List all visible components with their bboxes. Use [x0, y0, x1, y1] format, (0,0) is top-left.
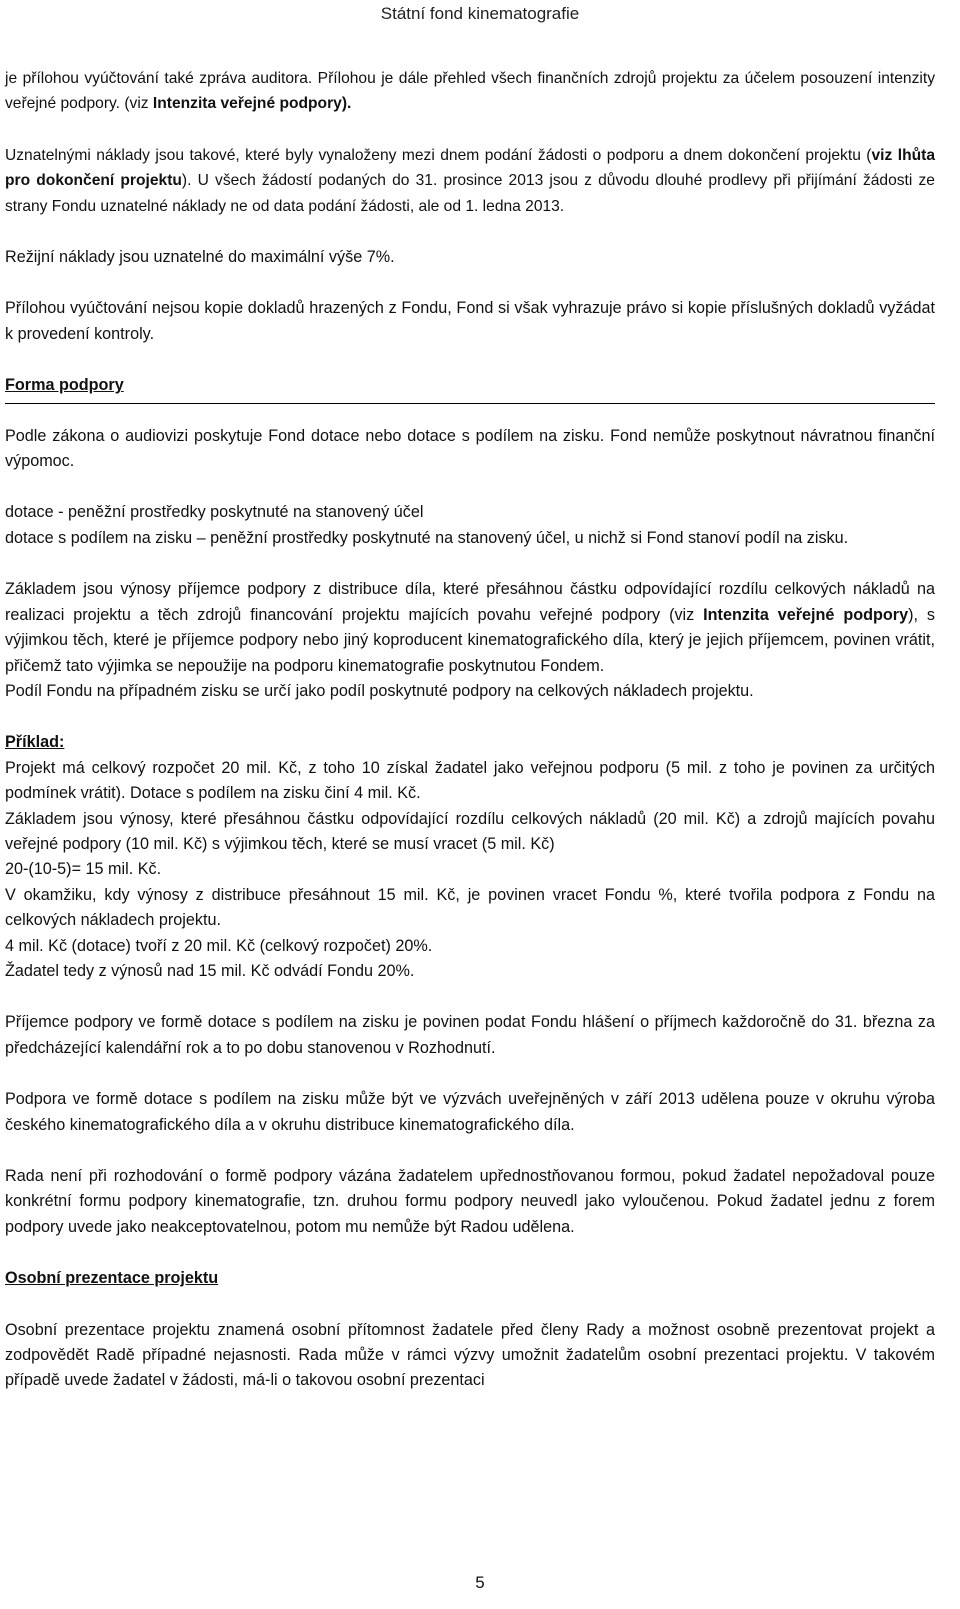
- example-line: V okamžiku, kdy výnosy z distribuce přesáhnout 15 mil. Kč, je povinen vracet Fondu %, které tvořila podpora z Fondu na celkových nákladech projektu.: [5, 885, 935, 930]
- section-heading-osobni: Osobní prezentace projektu: [5, 1269, 219, 1288]
- bold-reference: Intenzita veřejné podpory).: [152, 95, 352, 113]
- paragraph-eligible-costs: [5, 143, 935, 219]
- text-run: Uznatelnými náklady jsou takové, které byly vynaloženy mezi dnem podání žádosti o podporu a dnem dokončení projektu (: [5, 146, 872, 164]
- text-run: ). U všech žádostí podaných do 31. prosince 2013 jsou z důvodu dlouhé prodlevy při přijímání žádosti ze strany Fondu uznatelné náklady ne od data podání žádosti, ale od 1. ledna 2013.: [5, 172, 935, 215]
- bold-reference: Intenzita veřejné podpory: [703, 605, 909, 624]
- section-heading-forma: Forma podpory: [5, 373, 935, 403]
- paragraph-auditor: [5, 66, 935, 117]
- definition-dotace-zisk: dotace s podílem na zisku – peněžní prostředky poskytnuté na stanovený účel, u nichž si Fond stanoví podíl na zisku.: [5, 528, 849, 547]
- paragraph-presentation: Osobní prezentace projektu znamená osobní přítomnost žadatele před členy Rady a možnost osobně prezentovat projekt a zodpovědět Radě případné nejasnosti. Rada může v rámci výzvy umožnit žadatelům osobní prezentaci projektu. V takovém případě uvede žadatel v žádosti, má-li o takovou osobní prezentaci: [5, 1320, 935, 1390]
- page-number: 5: [475, 1573, 485, 1592]
- text-run: Základem jsou výnosy příjemce podpory z distribuce díla, které přesáhnou částku odpovídající rozdílu celkových nákladů na realizaci projektu a těch zdrojů financování projektu majících povahu veřejné podpory (viz: [5, 580, 935, 624]
- paragraph-share: Podíl Fondu na případném zisku se určí jako podíl poskytnuté podpory na celkových nákladech projektu.: [5, 681, 754, 700]
- example-block: [5, 756, 935, 985]
- document-body: [5, 66, 935, 1420]
- example-line: 4 mil. Kč (dotace) tvoří z 20 mil. Kč (celkový rozpočet) 20%.: [5, 936, 433, 955]
- paragraph-council: Rada není při rozhodování o formě podpory vázána žadatelem upřednostňovanou formou, pokud žadatel nepožadoval pouze konkrétní formu podpory kinematografie, tzn. druhou formu podpory neuvedl jako vyloučenou. Pokud žadatel jednu z forem podpory uvede jako neakceptovatelnou, potom mu nemůže být Radou udělena.: [5, 1167, 935, 1236]
- example-line: 20-(10-5)= 15 mil. Kč.: [5, 860, 162, 879]
- example-line: Projekt má celkový rozpočet 20 mil. Kč, z toho 10 získal žadatel jako veřejnou podporu (5 mil. z toho je povinen za určitých podmínek vrátit). Dotace s podílem na zisku činí 4 mil. Kč.: [5, 758, 935, 803]
- section-heading-priklad: Příklad:: [5, 733, 65, 752]
- paragraph-reporting: Příjemce podpory ve formě dotace s podílem na zisku je povinen podat Fondu hlášení o příjmech každoročně do 31. března za předcházející kalendářní rok a to po dobu stanovenou v Rozhodnutí.: [5, 1013, 935, 1057]
- paragraph-copies: Přílohou vyúčtování nejsou kopie dokladů hrazených z Fondu, Fond si však vyhrazuje právo si kopie příslušných dokladů vyžádat k provedení kontroly.: [5, 299, 935, 343]
- definition-dotace: dotace - peněžní prostředky poskytnuté na stanovený účel: [5, 503, 424, 522]
- example-line: Základem jsou výnosy, které přesáhnou částku odpovídající rozdílu celkových nákladů (20 mil. Kč) a zdrojů majících povahu veřejné podpory (10 mil. Kč) s výjimkou těch, které se musí vracet (5 mil. Kč): [5, 809, 935, 853]
- paragraph-overhead: Režijní náklady jsou uznatelné do maximální výše 7%.: [5, 248, 395, 267]
- paragraph-support-scope: Podpora ve formě dotace s podílem na zisku může být ve výzvách uveřejněných v září 2013 udělena pouze v okruhu výroba českého kinematografického díla a v okruhu distribuce kinematografického díla.: [5, 1090, 935, 1134]
- paragraph-definitions: [5, 500, 935, 551]
- page-header: Státní fond kinematografie: [380, 4, 580, 23]
- text-run: ), s výjimkou těch, které je příjemce podpory nebo jiný koproducent kinematografického díla, který je jejich příjemcem, povinen vrátit, přičemž tato výjimka se nepoužije na podporu kinematografie poskytnutou Fondem.: [5, 605, 935, 675]
- paragraph-law: Podle zákona o audiovizi poskytuje Fond dotace nebo dotace s podílem na zisku. Fond nemůže poskytnout návratnou finanční výpomoc.: [5, 426, 935, 471]
- bold-reference: viz lhůta pro dokončení projektu: [5, 146, 935, 190]
- example-line: Žadatel tedy z výnosů nad 15 mil. Kč odvádí Fondu 20%.: [5, 961, 415, 980]
- text-run: je přílohou vyúčtování také zpráva auditora. Přílohou je dále přehled všech finančních zdrojů projektu za účelem posouzení intenzity veřejné podpory. (viz: [5, 70, 935, 113]
- paragraph-basis: [5, 577, 935, 679]
